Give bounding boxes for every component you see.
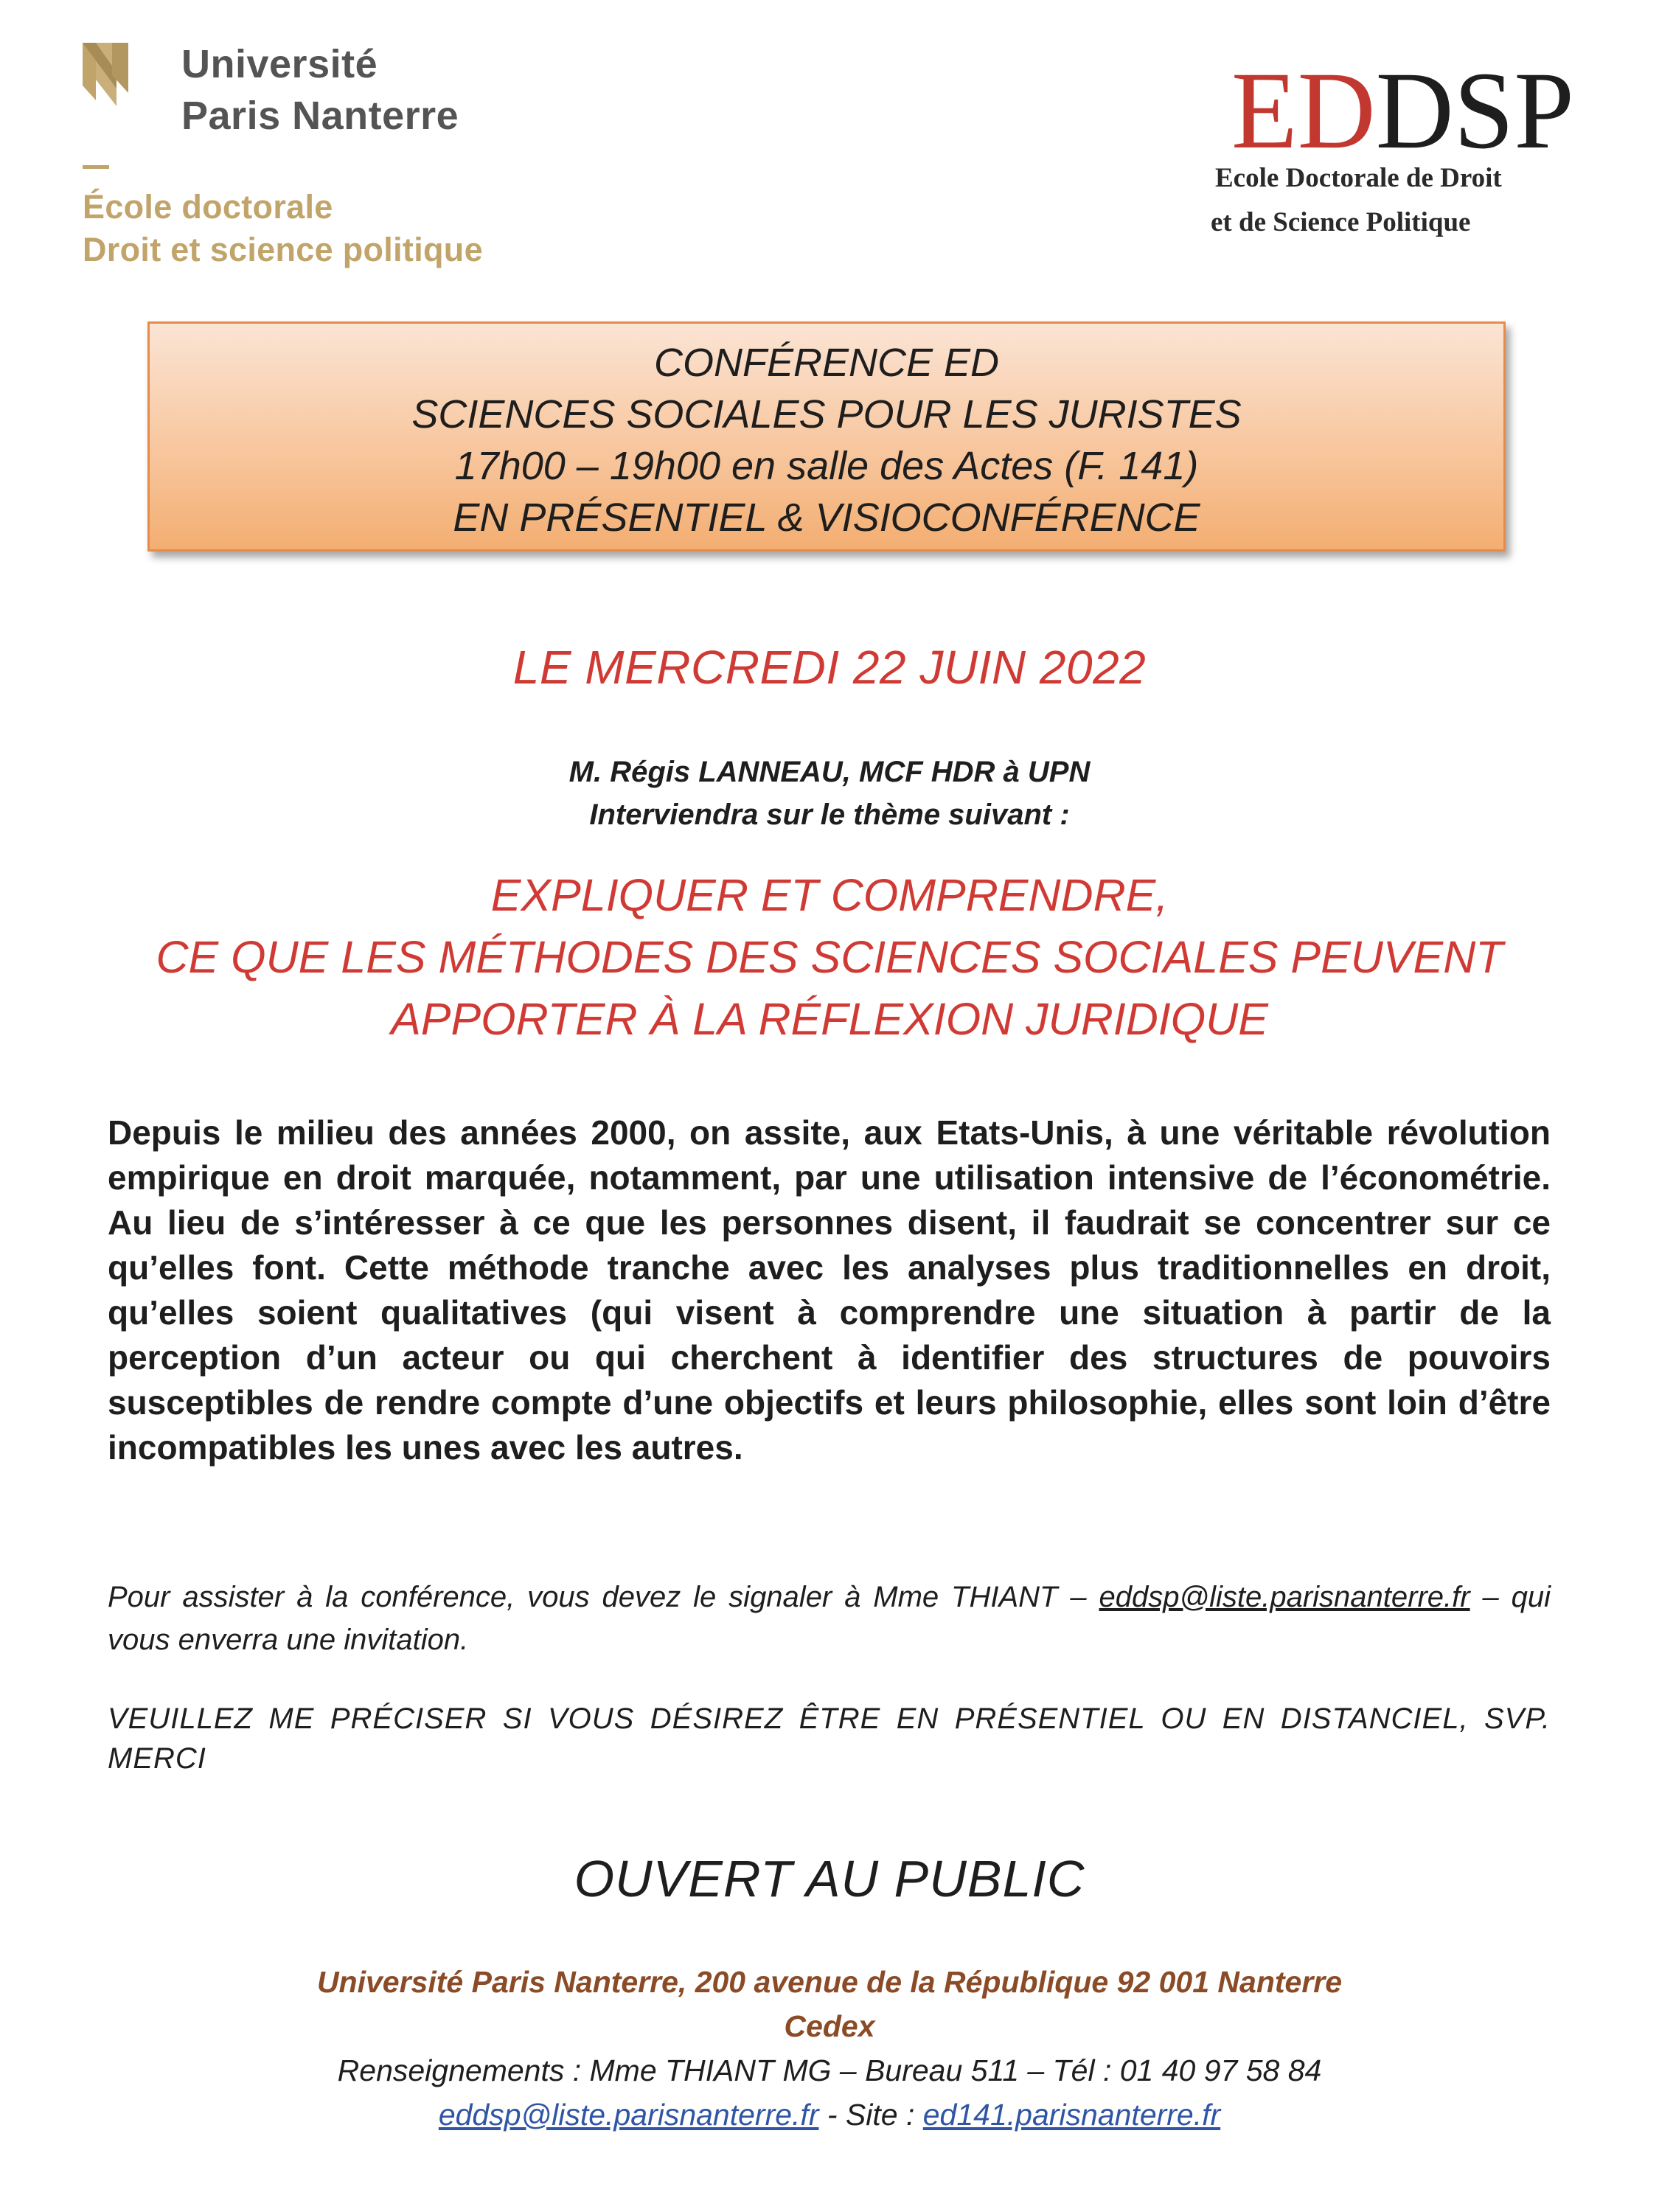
conference-line1: CONFÉRENCE ED [653, 341, 1000, 385]
conference-theme [0, 864, 1659, 1050]
open-to-public: OUVERT AU PUBLIC [574, 1850, 1085, 1907]
conference-banner [147, 321, 1506, 552]
event-date: LE MERCREDI 22 JUIN 2022 [512, 641, 1147, 694]
footer-site-label: - Site : [818, 2098, 923, 2132]
upn-logo [83, 38, 525, 274]
university-name [181, 38, 459, 142]
footer-email-link[interactable]: eddsp@liste.parisnanterre.fr [438, 2098, 819, 2132]
footer-site-link[interactable]: ed141.parisnanterre.fr [922, 2098, 1221, 2132]
gold-dash [83, 165, 109, 169]
upn-mark-icon [83, 43, 178, 139]
presence-request: VEUILLEZ ME PRÉCISER SI VOUS DÉSIREZ ÊTRE EN PRÉSENTIEL OU EN DISTANCIEL, SVP. MERCI [108, 1703, 1551, 1775]
university-line2: Paris Nanterre [181, 94, 459, 138]
attendance-text-after: – qui vous enverra une invitation. [108, 1581, 1551, 1656]
abstract-paragraph: Depuis le milieu des années 2000, on assite, aux Etats-Unis, à une véritable révolution empirique en droit marquée, notamment, par une utilisation intensive de l’économétrie. Au lieu de s’intéresser à ce que les personnes disent, il faudrait se concentrer sur ce qu’elles font. Cette méthode tranche avec les analyses plus traditionnelles en droit, qu’elles soient qualitatives (qui visent à comprendre une situation à partir de la perception d’un acteur ou qui cherchent à identifier des structures de pouvoirs susceptibles de rendre compte d’une objectifs et leurs philosophie, elles sont loin d’être incompatibles les unes avec les autres. [108, 1113, 1551, 1467]
footer-address-line2: Cedex [784, 2009, 875, 2043]
attendance-text-before: Pour assister à la conférence, vous devez le signaler à Mme THIANT – [108, 1581, 1099, 1613]
conference-line2: SCIENCES SOCIALES POUR LES JURISTES [411, 392, 1242, 437]
svg-text:EDDSP: EDDSP [1231, 58, 1576, 161]
attendance-email-link[interactable]: eddsp@liste.parisnanterre.fr [1099, 1581, 1470, 1613]
school-name [83, 186, 483, 271]
eddsp-subtitle-line2: et de Science Politique [1211, 207, 1471, 237]
footer-info: Renseignements : Mme THIANT MG – Bureau 511 – Tél : 01 40 97 58 84 [337, 2053, 1322, 2087]
conference-line3: 17h00 – 19h00 en salle des Actes (F. 141) [454, 444, 1199, 488]
speaker-intro: Interviendra sur le thème suivant : [589, 799, 1070, 831]
conference-line4: EN PRÉSENTIEL & VISIOCONFÉRENCE [453, 495, 1200, 540]
footer-address-line1: Université Paris Nanterre, 200 avenue de la République 92 001 Nanterre [316, 1965, 1343, 1999]
university-line1: Université [181, 42, 378, 86]
school-line1: École doctorale [83, 188, 333, 226]
eddsp-subtitle-line1: Ecole Doctorale de Droit [1215, 163, 1502, 193]
eddsp-logo [1209, 58, 1593, 249]
speaker-name: M. Régis LANNEAU, MCF HDR à UPN [568, 756, 1091, 788]
eddsp-subtitle [1209, 156, 1578, 245]
eddsp-wordmark-icon [1231, 58, 1578, 161]
speaker-block [0, 751, 1659, 836]
theme-line3: APPORTER À LA RÉFLEXION JURIDIQUE [391, 994, 1268, 1044]
theme-line1: EXPLIQUER ET COMPRENDRE, [490, 870, 1169, 920]
footer-contact [0, 2093, 1659, 2137]
footer [0, 1960, 1659, 2137]
theme-line2: CE QUE LES MÉTHODES DES SCIENCES SOCIALES PEUVENT [156, 932, 1503, 982]
school-line2: Droit et science politique [83, 231, 483, 268]
attendance-info [108, 1576, 1551, 1661]
